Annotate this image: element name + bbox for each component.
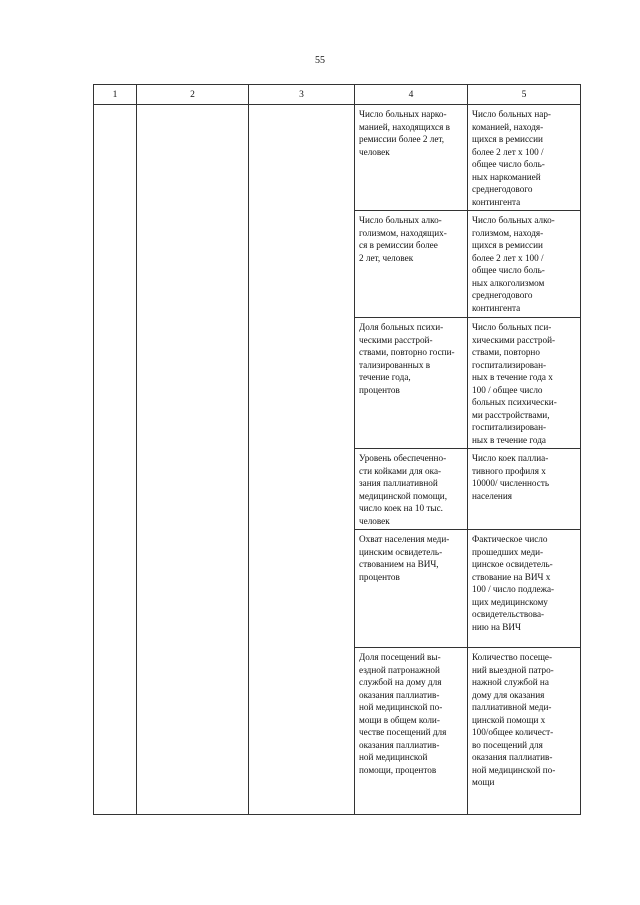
indicator-cell: Уровень обеспеченно- сти койками для ока- зания паллиативной медицинской помощи, число коек на 10 тыс. человек <box>355 449 468 530</box>
table-row <box>94 105 581 211</box>
column-3-cell <box>249 105 355 815</box>
indicator-cell: Охват населения меди- цинским освидетель- ствованием на ВИЧ, процентов <box>355 530 468 648</box>
column-2-cell <box>137 105 249 815</box>
table-header-row <box>94 85 581 105</box>
method-cell: Фактическое число прошедших меди- цинское освидетель- ствование на ВИЧ х 100 / число подлежа- щих медицинскому освидетельствова- нию на ВИЧ <box>468 530 581 648</box>
indicator-cell: Доля больных психи- ческими расстрой- ствами, повторно госпи- тализированных в течение года, процентов <box>355 318 468 449</box>
column-header-1: 1 <box>94 85 137 105</box>
column-header-5: 5 <box>468 85 581 105</box>
indicator-table-container <box>93 84 581 815</box>
column-header-3: 3 <box>249 85 355 105</box>
indicator-cell: Число больных алко- голизмом, находящих- ся в ремиссии более 2 лет, человек <box>355 211 468 318</box>
column-header-2: 2 <box>137 85 249 105</box>
method-cell: Число больных алко- голизмом, находя- щихся в ремиссии более 2 лет х 100 / общее число боль- ных алкоголизмом среднегодового контингента <box>468 211 581 318</box>
method-cell: Число больных нар- команией, находя- щихся в ремиссии более 2 лет х 100 / общее число боль- ных наркоманией среднегодового контингента <box>468 105 581 211</box>
page-number: 55 <box>315 55 325 66</box>
indicator-table <box>93 84 581 815</box>
method-cell: Количество посеще- ний выездной патро- нажной службой на дому для оказания паллиативной меди- цинской помощи х 100/общее количест- во посещений для оказания паллиатив- ной медицинской по- мощи <box>468 648 581 815</box>
column-header-4: 4 <box>355 85 468 105</box>
method-cell: Число больных пси- хическими расстрой- ствами, повторно госпитализирован- ных в течение года х 100 / общее число больных психически- ми расстройствами, госпитализирован- ных в течение года <box>468 318 581 449</box>
indicator-cell: Число больных нарко- манией, находящихся в ремиссии более 2 лет, человек <box>355 105 468 211</box>
column-1-cell <box>94 105 137 815</box>
indicator-cell: Доля посещений вы- ездной патронажной службой на дому для оказания паллиатив- ной медицинской по- мощи в общем коли- честве посещений для оказания паллиатив- ной медицинской помощи, процентов <box>355 648 468 815</box>
method-cell: Число коек паллиа- тивного профиля х 10000/ численность населения <box>468 449 581 530</box>
